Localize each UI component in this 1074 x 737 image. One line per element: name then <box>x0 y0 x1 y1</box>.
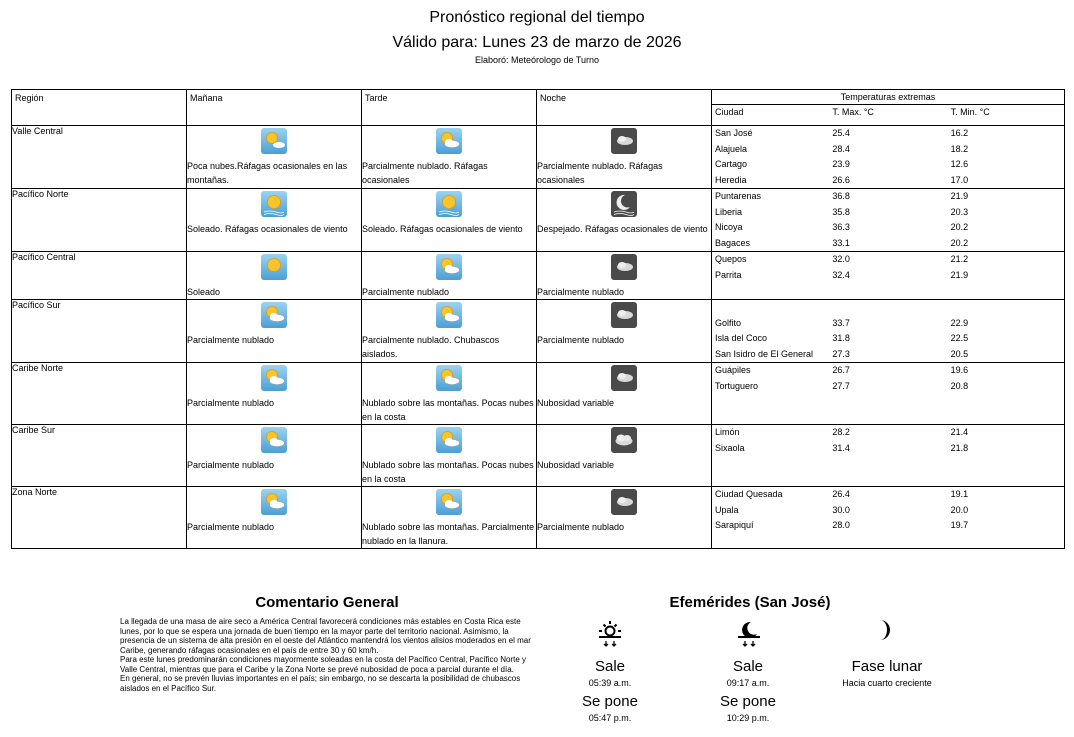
partly-cloudy-icon <box>261 302 287 328</box>
night-partly-cloudy-icon <box>611 302 637 328</box>
city-name: Upala <box>715 504 739 515</box>
header-region: Región <box>12 90 187 126</box>
moonset-time: 10:29 p.m. <box>726 713 770 723</box>
city-name: Heredia <box>715 174 747 185</box>
city-name: Parrita <box>715 269 742 280</box>
city-tmax: 25.4 <box>832 128 850 138</box>
temperature-cell <box>712 126 1065 189</box>
partly-cloudy-icon <box>261 427 287 453</box>
city-name: Sarapiquí <box>715 520 754 530</box>
city-temperature-row <box>712 268 1064 284</box>
city-name: Puntarenas <box>715 191 762 201</box>
city-name: Cartago <box>715 159 748 169</box>
sunrise-icon <box>596 619 624 652</box>
city-name: Limón <box>715 427 740 437</box>
city-name: Guápiles <box>715 365 751 375</box>
temps-title: Temperaturas extremas <box>712 90 1064 105</box>
valid-date: Válido para: Lunes 23 de marzo de 2026 <box>392 34 682 51</box>
city-tmin: 20.2 <box>950 237 969 248</box>
night-forecast-cell <box>537 300 712 363</box>
author-line: Elaboró: Meteórologo de Turno <box>474 55 600 65</box>
city-tmin: 19.6 <box>950 365 969 375</box>
temperature-cell <box>712 252 1065 300</box>
header-afternoon: Tarde <box>362 90 537 126</box>
table-row <box>12 425 1065 487</box>
moonrise-label: Sale <box>732 658 764 675</box>
night-forecast-cell <box>537 252 712 300</box>
night-description: Parcialmente nublado <box>537 335 625 345</box>
city-tmax: 28.0 <box>832 520 850 530</box>
afternoon-description: Nublado sobre las montañas. Parcialmente nublado en la llanura. <box>362 522 535 546</box>
moon-phase-block <box>817 658 957 688</box>
table-row <box>12 126 1065 189</box>
night-forecast-cell <box>537 425 712 487</box>
comment-paragraph: La llegada de una masa de aire seco a América Central favorecerá condiciones más estables en Costa Rica este lunes, por lo que se espera una jornada de buen tiempo en la mayor parte del territorio nacional. Asimismo, la presencia de un sistema de alta presión en el oeste del Atlántico mantendrá los vientos alisios moderados en el mar Caribe, generando ráfagas ocasionales en el país de entre 30 y 60 km/h. <box>120 617 531 655</box>
region-name: Pacífico Central <box>12 252 187 300</box>
sunny-windy-icon <box>436 191 462 217</box>
city-temperature-row <box>712 379 1064 395</box>
header-temperatures <box>712 90 1065 126</box>
afternoon-description: Parcialmente nublado. Ráfagas ocasionales <box>362 161 488 185</box>
morning-description: Poca nubes.Ráfagas ocasionales en las montañas. <box>187 161 348 185</box>
city-tmin: 20.0 <box>950 504 969 515</box>
city-tmin: 21.8 <box>950 442 969 453</box>
city-tmin: 17.0 <box>950 174 969 185</box>
city-name: Alajuela <box>715 143 748 154</box>
city-tmin: 16.2 <box>950 128 969 138</box>
city-tmin: 20.5 <box>950 348 969 359</box>
city-name: Liberia <box>715 206 743 217</box>
city-temperature-row <box>712 157 1064 173</box>
night-partly-cloudy-icon <box>611 254 637 280</box>
moonrise-block <box>708 658 788 723</box>
city-tmax: 32.4 <box>832 269 850 280</box>
city-tmin: 20.2 <box>950 222 969 232</box>
night-description: Parcialmente nublado <box>537 287 625 297</box>
comment-title: Comentario General <box>255 594 399 611</box>
night-partly-cloudy-icon <box>611 128 637 154</box>
city-temperature-row <box>712 189 1064 205</box>
city-tmax: 27.7 <box>832 380 850 391</box>
morning-description: Soleado. Ráfagas ocasionales de viento <box>187 224 348 234</box>
morning-description: Parcialmente nublado <box>187 398 275 408</box>
city-name: Golfito <box>715 317 742 328</box>
partly-sunny-icon <box>261 128 287 154</box>
city-tmax: 26.6 <box>832 174 850 185</box>
city-temperature-row <box>712 142 1064 158</box>
moon-phase-value: Hacia cuarto creciente <box>842 678 932 688</box>
afternoon-description: Nublado sobre las montañas. Pocas nubes en la costa <box>362 398 534 422</box>
city-temperature-row <box>712 331 1064 347</box>
moonrise-time: 09:17 a.m. <box>726 678 770 688</box>
night-cloudy-icon <box>611 427 637 453</box>
city-temperature-row <box>712 205 1064 221</box>
temperature-cell <box>712 363 1065 425</box>
sunset-label: Se pone <box>582 693 638 710</box>
afternoon-forecast-cell <box>362 126 537 189</box>
night-description: Nubosidad variable <box>537 398 615 408</box>
city-tmax: 23.9 <box>832 159 850 169</box>
city-temperature-row <box>712 316 1064 332</box>
afternoon-forecast-cell <box>362 189 537 252</box>
city-tmin: 18.2 <box>950 143 969 154</box>
clear-night-windy-icon <box>611 191 637 217</box>
morning-description: Parcialmente nublado <box>187 335 275 345</box>
city-name: Isla del Coco <box>715 333 768 343</box>
city-tmin <box>948 300 1064 316</box>
city-temperature-row <box>712 363 1064 379</box>
region-name: Zona Norte <box>12 487 187 549</box>
moonrise-icon <box>735 619 763 652</box>
city-name: Nicoya <box>715 222 743 232</box>
sunset-time: 05:47 p.m. <box>588 713 632 723</box>
partly-cloudy-icon <box>436 128 462 154</box>
city-name: Ciudad Quesada <box>715 489 783 499</box>
city-tmin: 20.3 <box>950 206 969 217</box>
partly-cloudy-icon <box>436 489 462 515</box>
partly-cloudy-icon <box>436 365 462 391</box>
city-tmin: 21.2 <box>950 254 969 264</box>
city-tmax: 35.8 <box>832 206 850 217</box>
temperature-cell <box>712 300 1065 363</box>
comment-paragraph: En general, no se prevén lluvias importantes en el país; sin embargo, no se descarta la posibilidad de chubascos aislados en el Pacífico Sur. <box>120 674 521 693</box>
city-temperature-row <box>712 441 1064 457</box>
city-tmax: 32.0 <box>832 254 850 264</box>
city-tmin: 22.5 <box>950 333 969 343</box>
city-tmax <box>829 300 947 316</box>
city-name: Sixaola <box>715 442 745 453</box>
city-name: San Isidro de El General <box>715 348 814 359</box>
afternoon-forecast-cell <box>362 363 537 425</box>
partly-cloudy-icon <box>436 302 462 328</box>
header-night: Noche <box>537 90 712 126</box>
city-tmin: 12.6 <box>950 159 969 169</box>
city-tmax: 36.8 <box>832 191 850 201</box>
city-tmin: 21.9 <box>950 269 969 280</box>
table-row <box>12 189 1065 252</box>
moonset-label: Se pone <box>720 693 776 710</box>
city-temperature-row <box>712 487 1064 503</box>
night-partly-cloudy-icon <box>611 489 637 515</box>
city-tmin: 19.1 <box>950 489 969 499</box>
afternoon-forecast-cell <box>362 252 537 300</box>
city-name: Quepos <box>715 254 747 264</box>
city-tmin: 22.9 <box>950 317 969 328</box>
comment-text <box>120 617 532 693</box>
city-temperature-row <box>712 126 1064 142</box>
header-morning: Mañana <box>187 90 362 126</box>
partly-cloudy-icon <box>436 427 462 453</box>
region-name: Caribe Norte <box>12 363 187 425</box>
partly-cloudy-icon <box>261 365 287 391</box>
morning-description: Soleado <box>187 287 221 297</box>
city-tmax: 33.1 <box>832 237 850 248</box>
city-tmax: 28.4 <box>832 143 850 154</box>
city-temperature-row <box>712 347 1064 363</box>
morning-forecast-cell <box>187 363 362 425</box>
sunny-windy-icon <box>261 191 287 217</box>
city-tmax: 27.3 <box>832 348 850 359</box>
sunrise-block <box>570 658 650 723</box>
region-name: Pacífico Norte <box>12 189 187 252</box>
moon-phase-icon <box>874 619 894 646</box>
temperature-cell <box>712 189 1065 252</box>
sunrise-time: 05:39 a.m. <box>588 678 632 688</box>
region-name: Pacífico Sur <box>12 300 187 363</box>
night-partly-cloudy-icon <box>611 365 637 391</box>
night-forecast-cell <box>537 189 712 252</box>
morning-forecast-cell <box>187 189 362 252</box>
city-temperature-row <box>712 236 1064 252</box>
table-row <box>12 252 1065 300</box>
night-forecast-cell <box>537 487 712 549</box>
region-name: Valle Central <box>12 126 187 189</box>
city-name: Tortuguero <box>715 380 759 391</box>
city-temperature-row <box>712 220 1064 236</box>
sunny-icon <box>261 254 287 280</box>
city-tmax: 28.2 <box>832 427 850 437</box>
comment-paragraph: Para este lunes predominarán condiciones mayormente soleadas en la costa del Pacífico Central, Pacífico Norte y Valle Central, mientras que para el Caribe y la Zona Norte se prevé nubosidad de poca a parcial durante el día. <box>120 655 526 674</box>
afternoon-description: Parcialmente nublado. Chubascos aislados. <box>362 335 500 359</box>
afternoon-description: Nublado sobre las montañas. Pocas nubes en la costa <box>362 460 534 484</box>
region-name: Caribe Sur <box>12 425 187 487</box>
table-row <box>12 487 1065 549</box>
afternoon-forecast-cell <box>362 300 537 363</box>
night-forecast-cell <box>537 363 712 425</box>
city-tmin: 19.7 <box>950 520 969 530</box>
city-tmax: 33.7 <box>832 317 850 328</box>
city-tmax: 30.0 <box>832 504 850 515</box>
afternoon-forecast-cell <box>362 487 537 549</box>
ephemeris-title: Efemérides (San José) <box>669 594 831 611</box>
city-temperature-row <box>712 503 1064 519</box>
morning-forecast-cell <box>187 487 362 549</box>
morning-forecast-cell <box>187 300 362 363</box>
temperature-cell <box>712 425 1065 487</box>
city-temperature-row <box>712 518 1064 534</box>
city-tmax: 31.4 <box>832 442 850 453</box>
city-tmax: 31.8 <box>832 333 850 343</box>
city-tmax: 36.3 <box>832 222 850 232</box>
city-tmin: 21.9 <box>950 191 969 201</box>
morning-description: Parcialmente nublado <box>187 460 275 470</box>
forecast-table <box>11 89 1065 549</box>
afternoon-forecast-cell <box>362 425 537 487</box>
night-forecast-cell <box>537 126 712 189</box>
morning-forecast-cell <box>187 425 362 487</box>
city-tmin: 21.4 <box>950 427 969 437</box>
table-row <box>12 363 1065 425</box>
sunrise-label: Sale <box>594 658 626 675</box>
night-description: Parcialmente nublado. Ráfagas ocasionales <box>537 161 663 185</box>
city-name <box>712 300 829 316</box>
night-description: Parcialmente nublado <box>537 522 625 532</box>
header-tmax: T. Max. °C <box>832 107 874 117</box>
afternoon-description: Soleado. Ráfagas ocasionales de viento <box>362 224 523 234</box>
morning-forecast-cell <box>187 252 362 300</box>
moon-phase-label: Fase lunar <box>851 658 923 675</box>
city-temperature-row <box>712 173 1064 189</box>
city-temperature-row <box>712 425 1064 441</box>
table-header-row <box>12 90 1065 126</box>
header-tmin: T. Min. °C <box>950 107 990 117</box>
city-tmax: 26.4 <box>832 489 850 499</box>
afternoon-description: Parcialmente nublado <box>362 287 450 297</box>
partly-cloudy-icon <box>261 489 287 515</box>
city-name: Bagaces <box>715 237 751 248</box>
city-temperature-row <box>712 300 1064 316</box>
header-city: Ciudad <box>715 107 744 117</box>
night-description: Despejado. Ráfagas ocasionales de viento <box>537 224 708 234</box>
city-temperature-row <box>712 252 1064 268</box>
morning-forecast-cell <box>187 126 362 189</box>
morning-description: Parcialmente nublado <box>187 522 275 532</box>
partly-cloudy-icon <box>436 254 462 280</box>
city-tmin: 20.8 <box>950 380 969 391</box>
city-name: San José <box>715 128 753 138</box>
table-row <box>12 300 1065 363</box>
night-description: Nubosidad variable <box>537 460 615 470</box>
page-title: Pronóstico regional del tiempo <box>429 9 645 26</box>
city-tmax: 26.7 <box>832 365 850 375</box>
temperature-cell <box>712 487 1065 549</box>
